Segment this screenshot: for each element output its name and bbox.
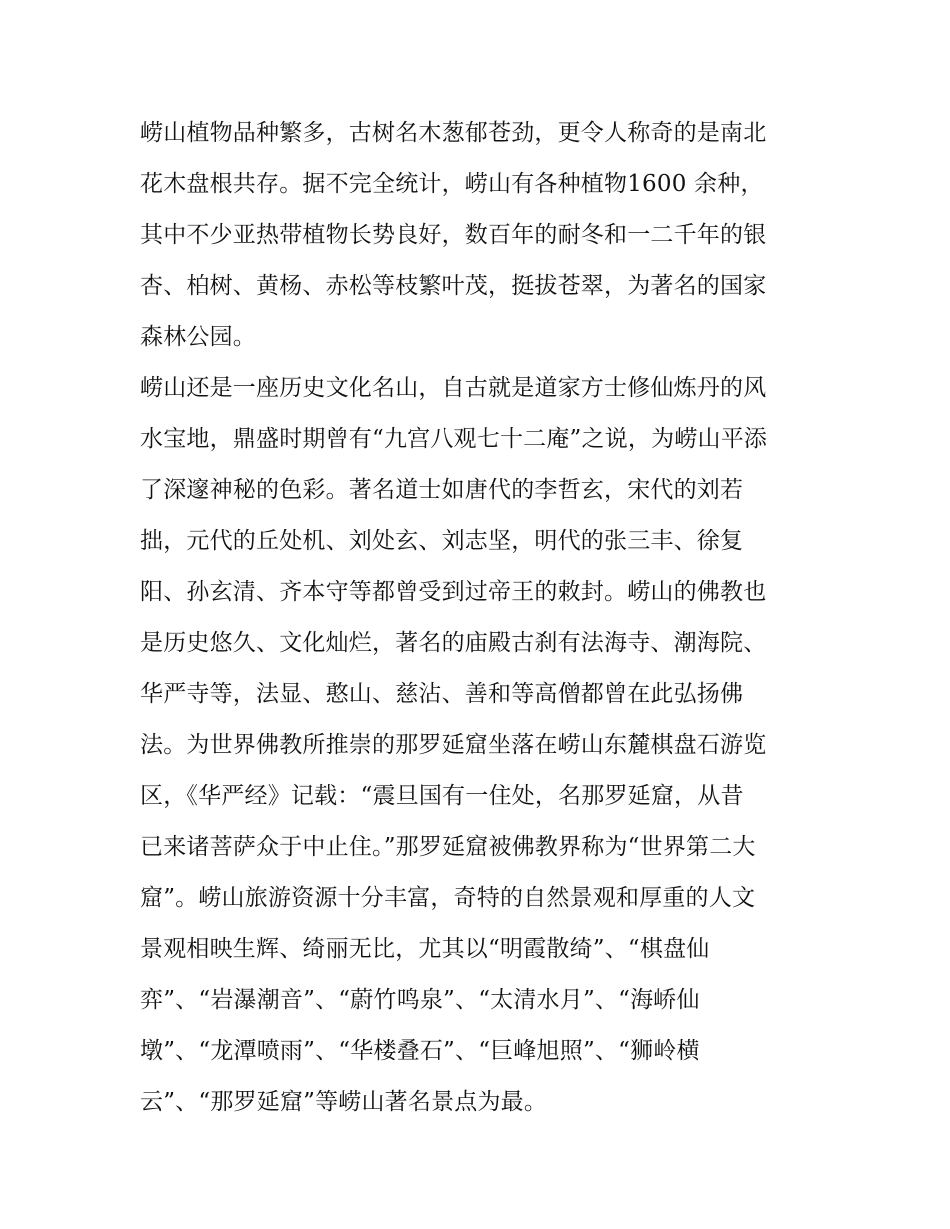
- text-line: 花木盘根共存。据不完全统计，崂山有各种植物1600 余种，: [140, 171, 764, 197]
- text-line: 是历史悠久、文化灿烂，著名的庙殿古刹有法海寺、潮海院、: [140, 630, 767, 656]
- text-line: 窟”。崂山旅游资源十分丰富，奇特的自然景观和厚重的人文: [140, 885, 756, 911]
- body-text: [140, 108, 830, 1128]
- text-line: 崂山植物品种繁多，古树名木葱郁苍劲，更令人称奇的是南北: [140, 120, 767, 146]
- text-line: 区，《华严经》记载：“震旦国有一住处，名那罗延窟，从昔: [140, 783, 744, 809]
- text-line: 其中不少亚热带植物长势良好，数百年的耐冬和一二千年的银: [140, 222, 767, 248]
- text-line: 崂山还是一座历史文化名山，自古就是道家方士修仙炼丹的风: [140, 375, 767, 401]
- text-line: 景观相映生辉、绮丽无比，尤其以“明霞散绮”、“棋盘仙: [140, 936, 710, 962]
- text-line: 阳、孙玄清、齐本守等都曾受到过帝王的敕封。崂山的佛教也: [140, 579, 767, 605]
- text-line: 森林公园。: [140, 324, 256, 350]
- text-line: 杏、柏树、黄杨、赤松等枝繁叶茂，挺拔苍翠，为著名的国家: [140, 273, 767, 299]
- text-line: 弈”、“岩瀑潮音”、“蔚竹鸣泉”、“太清水月”、“海峤仙: [140, 987, 700, 1013]
- text-line: 水宝地，鼎盛时期曾有“九宫八观七十二庵”之说，为崂山平添: [140, 426, 768, 452]
- text-line: 墩”、“龙潭喷雨”、“华楼叠石”、“巨峰旭照”、“狮岭横: [140, 1038, 700, 1064]
- text-line: 云”、“那罗延窟”等崂山著名景点为最。: [140, 1089, 548, 1115]
- text-line: 华严寺等，法显、憨山、慈沾、善和等高僧都曾在此弘扬佛: [140, 681, 744, 707]
- text-line: 法。为世界佛教所推崇的那罗延窟坐落在崂山东麓棋盘石游览: [140, 732, 767, 758]
- text-line: 拙，元代的丘处机、刘处玄、刘志坚，明代的张三丰、徐复: [140, 528, 744, 554]
- text-line: 了深邃神秘的色彩。著名道士如唐代的李哲玄，宋代的刘若: [140, 477, 744, 503]
- text-line: 已来诸菩萨众于中止住。”那罗延窟被佛教界称为“世界第二大: [140, 834, 756, 860]
